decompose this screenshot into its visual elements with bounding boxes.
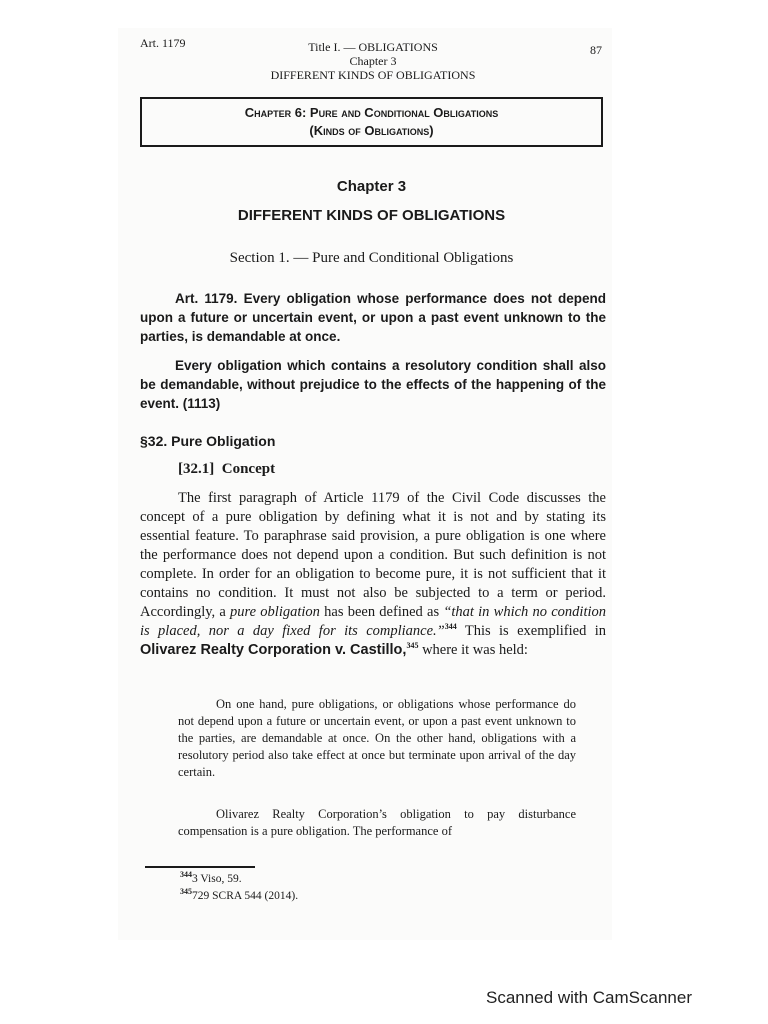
header-chapter: Chapter 3 — [349, 54, 397, 68]
footnote-text: 729 SCRA 544 (2014). — [192, 890, 299, 902]
definition-quote: “that in which no condition is placed, nor a day fixed for its compliance.” — [140, 604, 607, 639]
chapter-box-line2: (Kinds of Obligations) — [309, 123, 434, 138]
case-name: Olivarez Realty Corporation v. Castillo, — [140, 642, 407, 658]
scanned-page — [118, 28, 612, 940]
body-text: The first paragraph of Article 1179 of the Civil Code discusses the concept of a pure obligation by defining what it is not and by stating its essential feature. To paraphrase said provision, a pure obligation is one where the performance does not depend upon a condition. But such definition is not complete. In order for an obligation to become pure, it is not sufficient that it contains no condition. It must not also be subjected to a term or period. Accordingly, a — [140, 490, 606, 620]
chapter-title: DIFFERENT KINDS OF OBLIGATIONS — [237, 207, 506, 224]
chapter-box — [140, 97, 603, 147]
term-pure-obligation: pure obligation — [230, 604, 320, 620]
body-text: where it was held: — [418, 642, 528, 658]
page-number: 87 — [590, 43, 602, 57]
section-heading: Section 1. — Pure and Conditional Obligations — [229, 250, 514, 266]
footnote-344 — [180, 870, 242, 885]
footnote-mark: 345 — [180, 887, 192, 897]
header-article: Art. 1179 — [140, 36, 186, 50]
footnote-divider — [145, 866, 255, 868]
header-title: Title I. — OBLIGATIONS — [308, 40, 438, 54]
camscanner-watermark: Scanned with CamScanner — [485, 988, 692, 1007]
article-paragraph-1: Art. 1179. Every obligation whose performance does not depend upon a future or uncertain event, or upon a past event unknown to the parties, is demandable at once. — [140, 291, 606, 344]
subsubsection-heading: [32.1] Concept — [178, 461, 276, 477]
footnote-ref-345: 345 — [406, 641, 419, 651]
header-chapter-name: DIFFERENT KINDS OF OBLIGATIONS — [270, 68, 476, 82]
article-paragraph-2: Every obligation which contains a resolutory condition shall also be demandable, without prejudice to the effects of the happening of the event. (1113) — [140, 358, 606, 411]
footnote-text: 3 Viso, 59. — [192, 873, 242, 885]
chapter-box-line1: Chapter 6: Pure and Conditional Obligations — [244, 105, 499, 120]
chapter-number: Chapter 3 — [336, 178, 407, 195]
body-paragraph — [140, 489, 606, 660]
footnote-ref-344: 344 — [444, 622, 457, 632]
subsection-heading: §32. Pure Obligation — [140, 433, 276, 449]
quote-paragraph-2: Olivarez Realty Corporation’s obligation to pay disturbance compensation is a pure obligation. The performance of — [178, 807, 576, 838]
body-text: This is exemplified in — [456, 623, 606, 639]
body-text: has been defined as — [319, 604, 444, 620]
footnote-345 — [180, 887, 299, 902]
quote-paragraph-1: On one hand, pure obligations, or obligations whose performance do not depend upon a future or uncertain event, or upon a past event unknown to the parties, are demandable at once. On the other hand, obligations with a resolutory period also take effect at once but terminate upon arrival of the day certain. — [178, 697, 576, 779]
footnote-mark: 344 — [180, 870, 192, 880]
